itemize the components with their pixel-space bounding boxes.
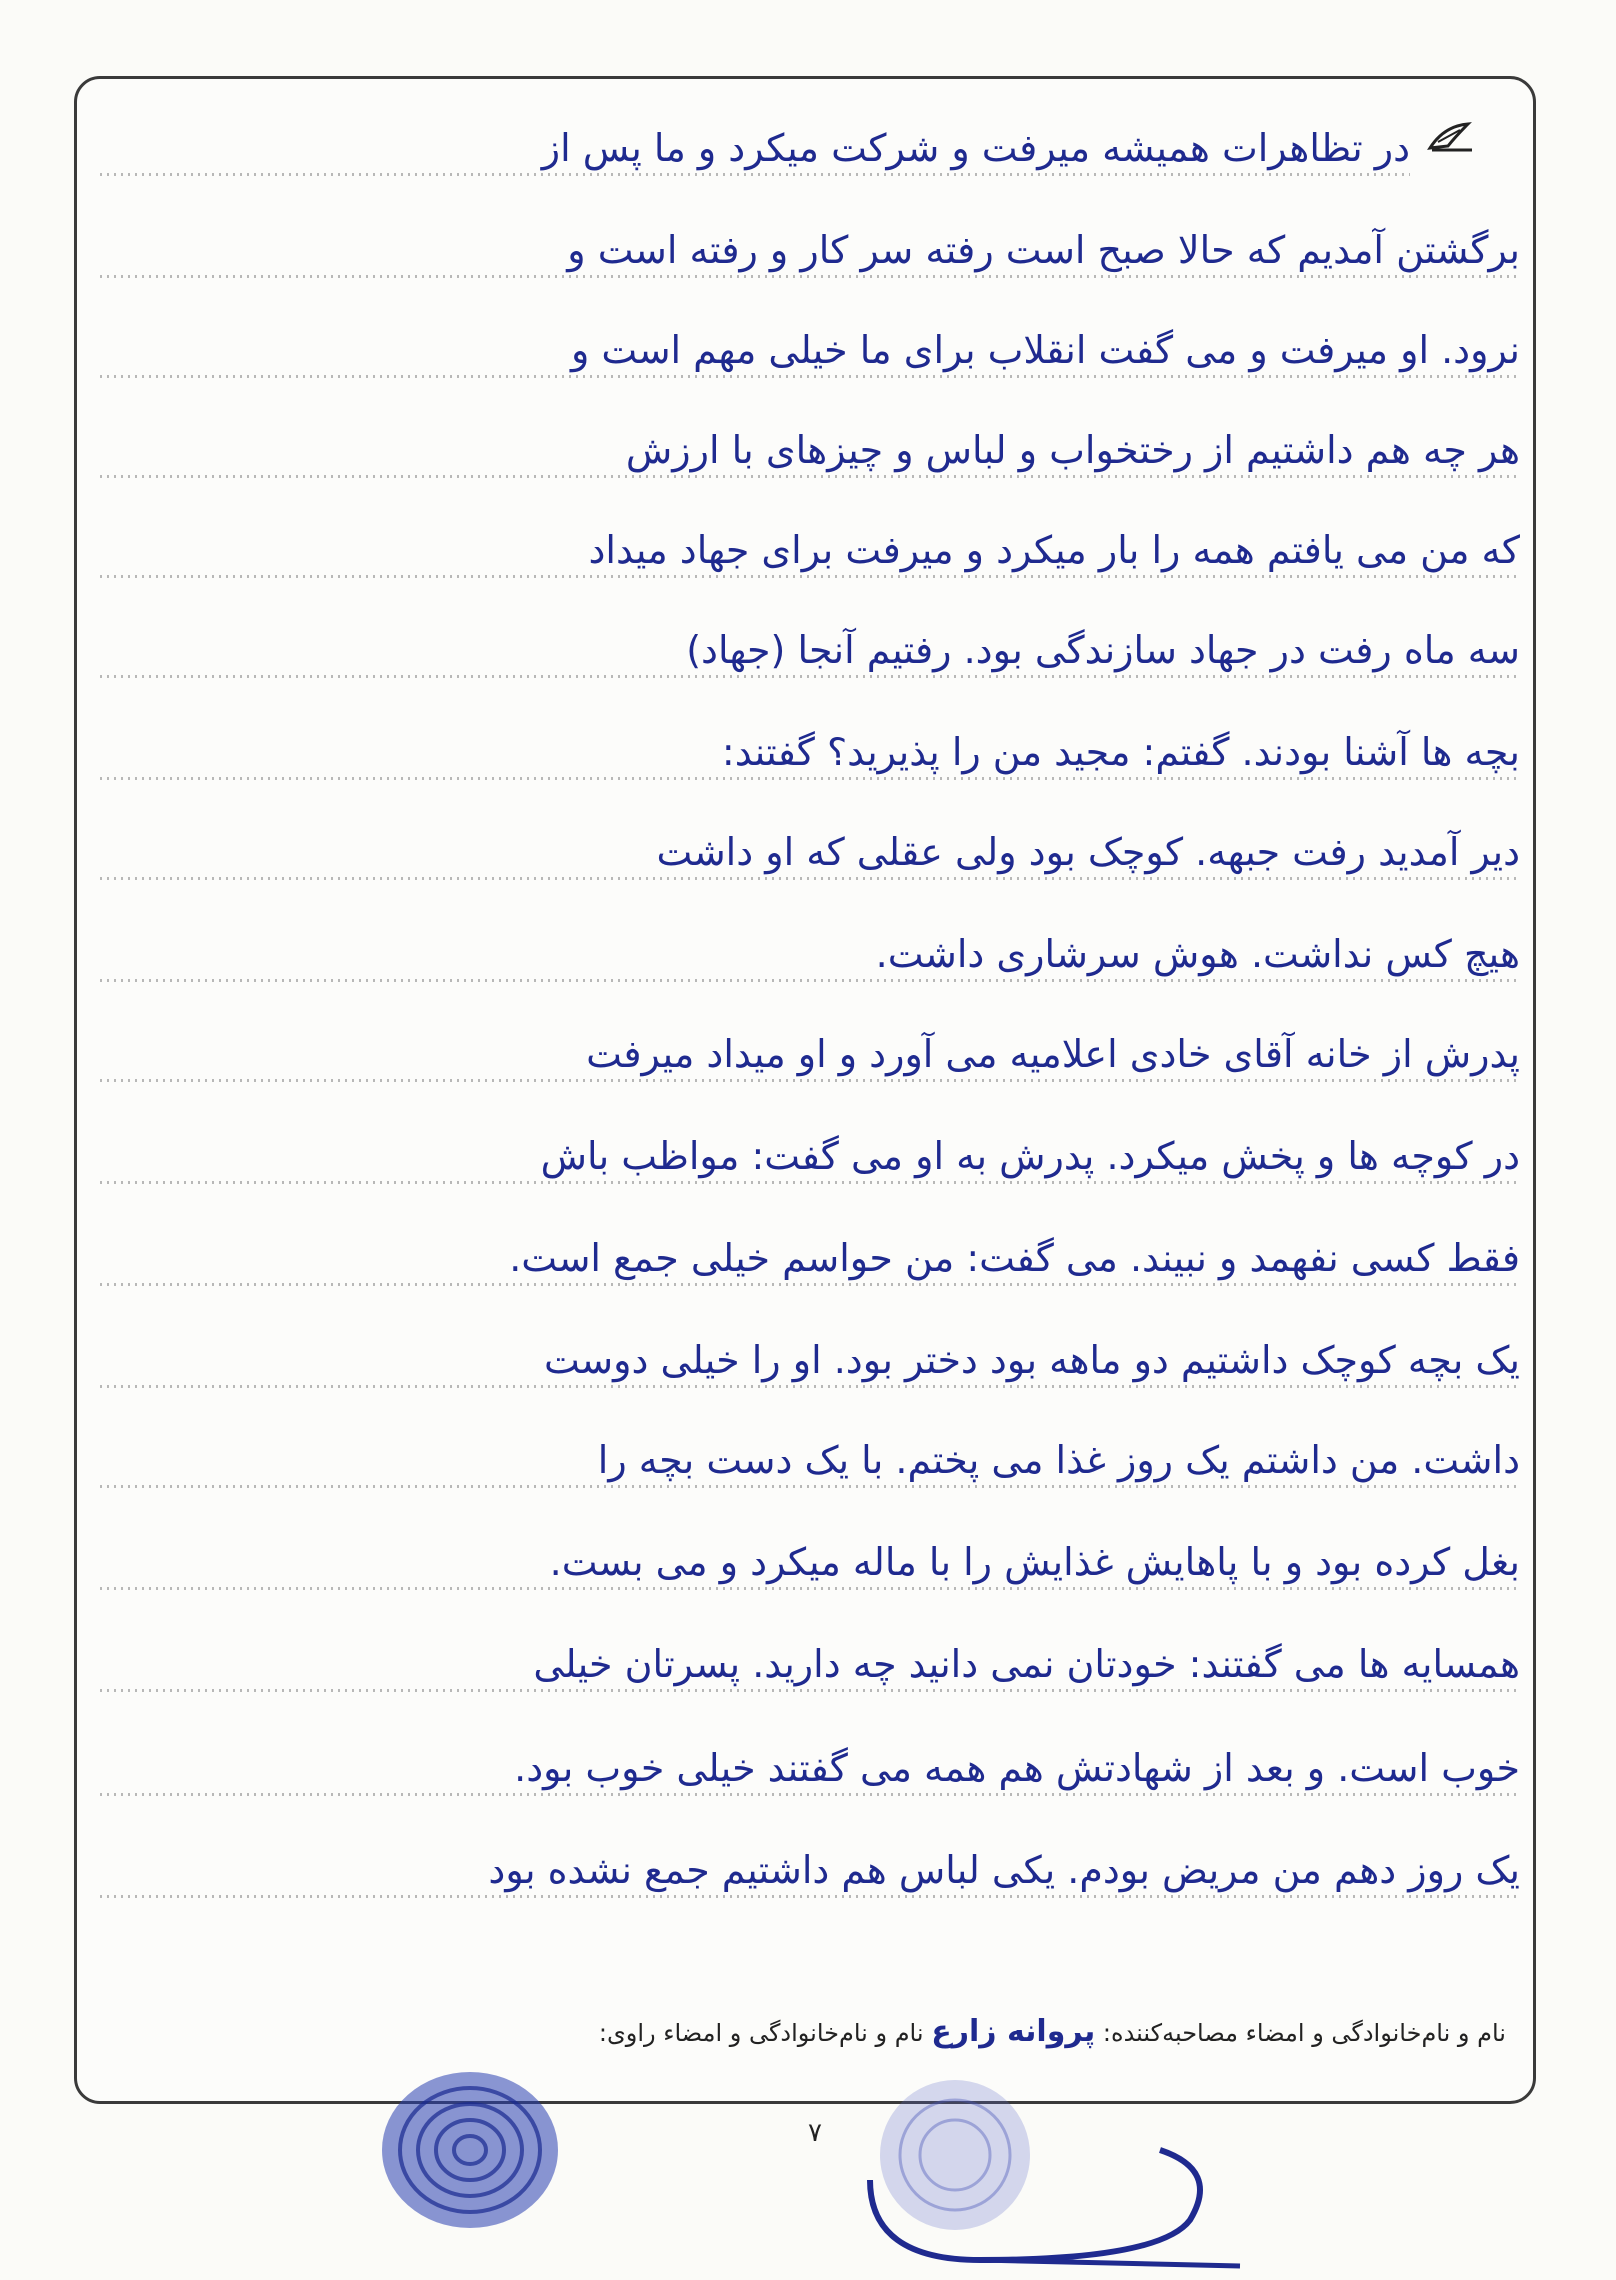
handwritten-line: دیر آمدید رفت جبهه. کوچک بود ولی عقلی که او داشت xyxy=(100,812,1520,892)
interviewer-signature: پروانه زارع xyxy=(931,2014,1096,2049)
fingerprint-stamp xyxy=(370,2060,570,2240)
handwritten-line: نرود. او میرفت و می گفت انقلاب برای ما خیلی مهم است و xyxy=(100,310,1520,390)
footer-narrator-label: نام و نام‌خانوادگی و امضاء راوی: xyxy=(598,2019,924,2047)
signature-stroke xyxy=(860,2110,1260,2270)
handwritten-line: بچه ها آشنا بودند. گفتم: مجید من را پذیرید؟ گفتند: xyxy=(100,712,1520,792)
handwritten-line: که من می یافتم همه را بار میکرد و میرفت برای جهاد میداد xyxy=(100,510,1520,590)
handwritten-line: داشت. من داشتم یک روز غذا می پختم. با یک دست بچه را xyxy=(100,1420,1520,1500)
signature-footer xyxy=(599,2014,1506,2049)
handwritten-line: سه ماه رفت در جهاد سازندگی بود. رفتیم آنجا (جهاد) xyxy=(100,610,1520,690)
pen-icon xyxy=(1426,118,1476,154)
handwritten-line: خوب است. و بعد از شهادتش هم همه می گفتند خیلی خوب بود. xyxy=(100,1728,1520,1808)
handwritten-line: یک روز دهم من مریض بودم. یکی لباس هم داشتیم جمع نشده بود xyxy=(100,1830,1520,1910)
handwritten-line: هر چه هم داشتیم از رختخواب و لباس و چیزهای با ارزش xyxy=(100,410,1520,490)
handwritten-line: برگشتن آمدیم که حالا صبح است رفته سر کار و رفته است و xyxy=(100,210,1520,290)
handwritten-line: در تظاهرات همیشه میرفت و شرکت میکرد و ما پس از xyxy=(100,108,1410,188)
handwritten-line: هیچ کس نداشت. هوش سرشاری داشت. xyxy=(100,914,1520,994)
page-number: ۷ xyxy=(808,2118,822,2148)
handwritten-line: یک بچه کوچک داشتیم دو ماهه بود دختر بود. او را خیلی دوست xyxy=(100,1320,1520,1400)
footer-interviewer-label: نام و نام‌خانوادگی و امضاء مصاحبه‌کننده: xyxy=(1102,2019,1506,2047)
handwritten-line: فقط کسی نفهمد و نبیند. می گفت: من حواسم خیلی جمع است. xyxy=(100,1218,1520,1298)
handwritten-line: پدرش از خانه آقای خادی اعلامیه می آورد و او میداد میرفت xyxy=(100,1014,1520,1094)
handwritten-line: در کوچه ها و پخش میکرد. پدرش به او می گفت: مواظب باش xyxy=(100,1116,1520,1196)
handwritten-line: همسایه ها می گفتند: خودتان نمی دانید چه دارید. پسرتان خیلی xyxy=(100,1624,1520,1704)
handwritten-line: بغل کرده بود و با پاهایش غذایش را با ماله میکرد و می بست. xyxy=(100,1522,1520,1602)
